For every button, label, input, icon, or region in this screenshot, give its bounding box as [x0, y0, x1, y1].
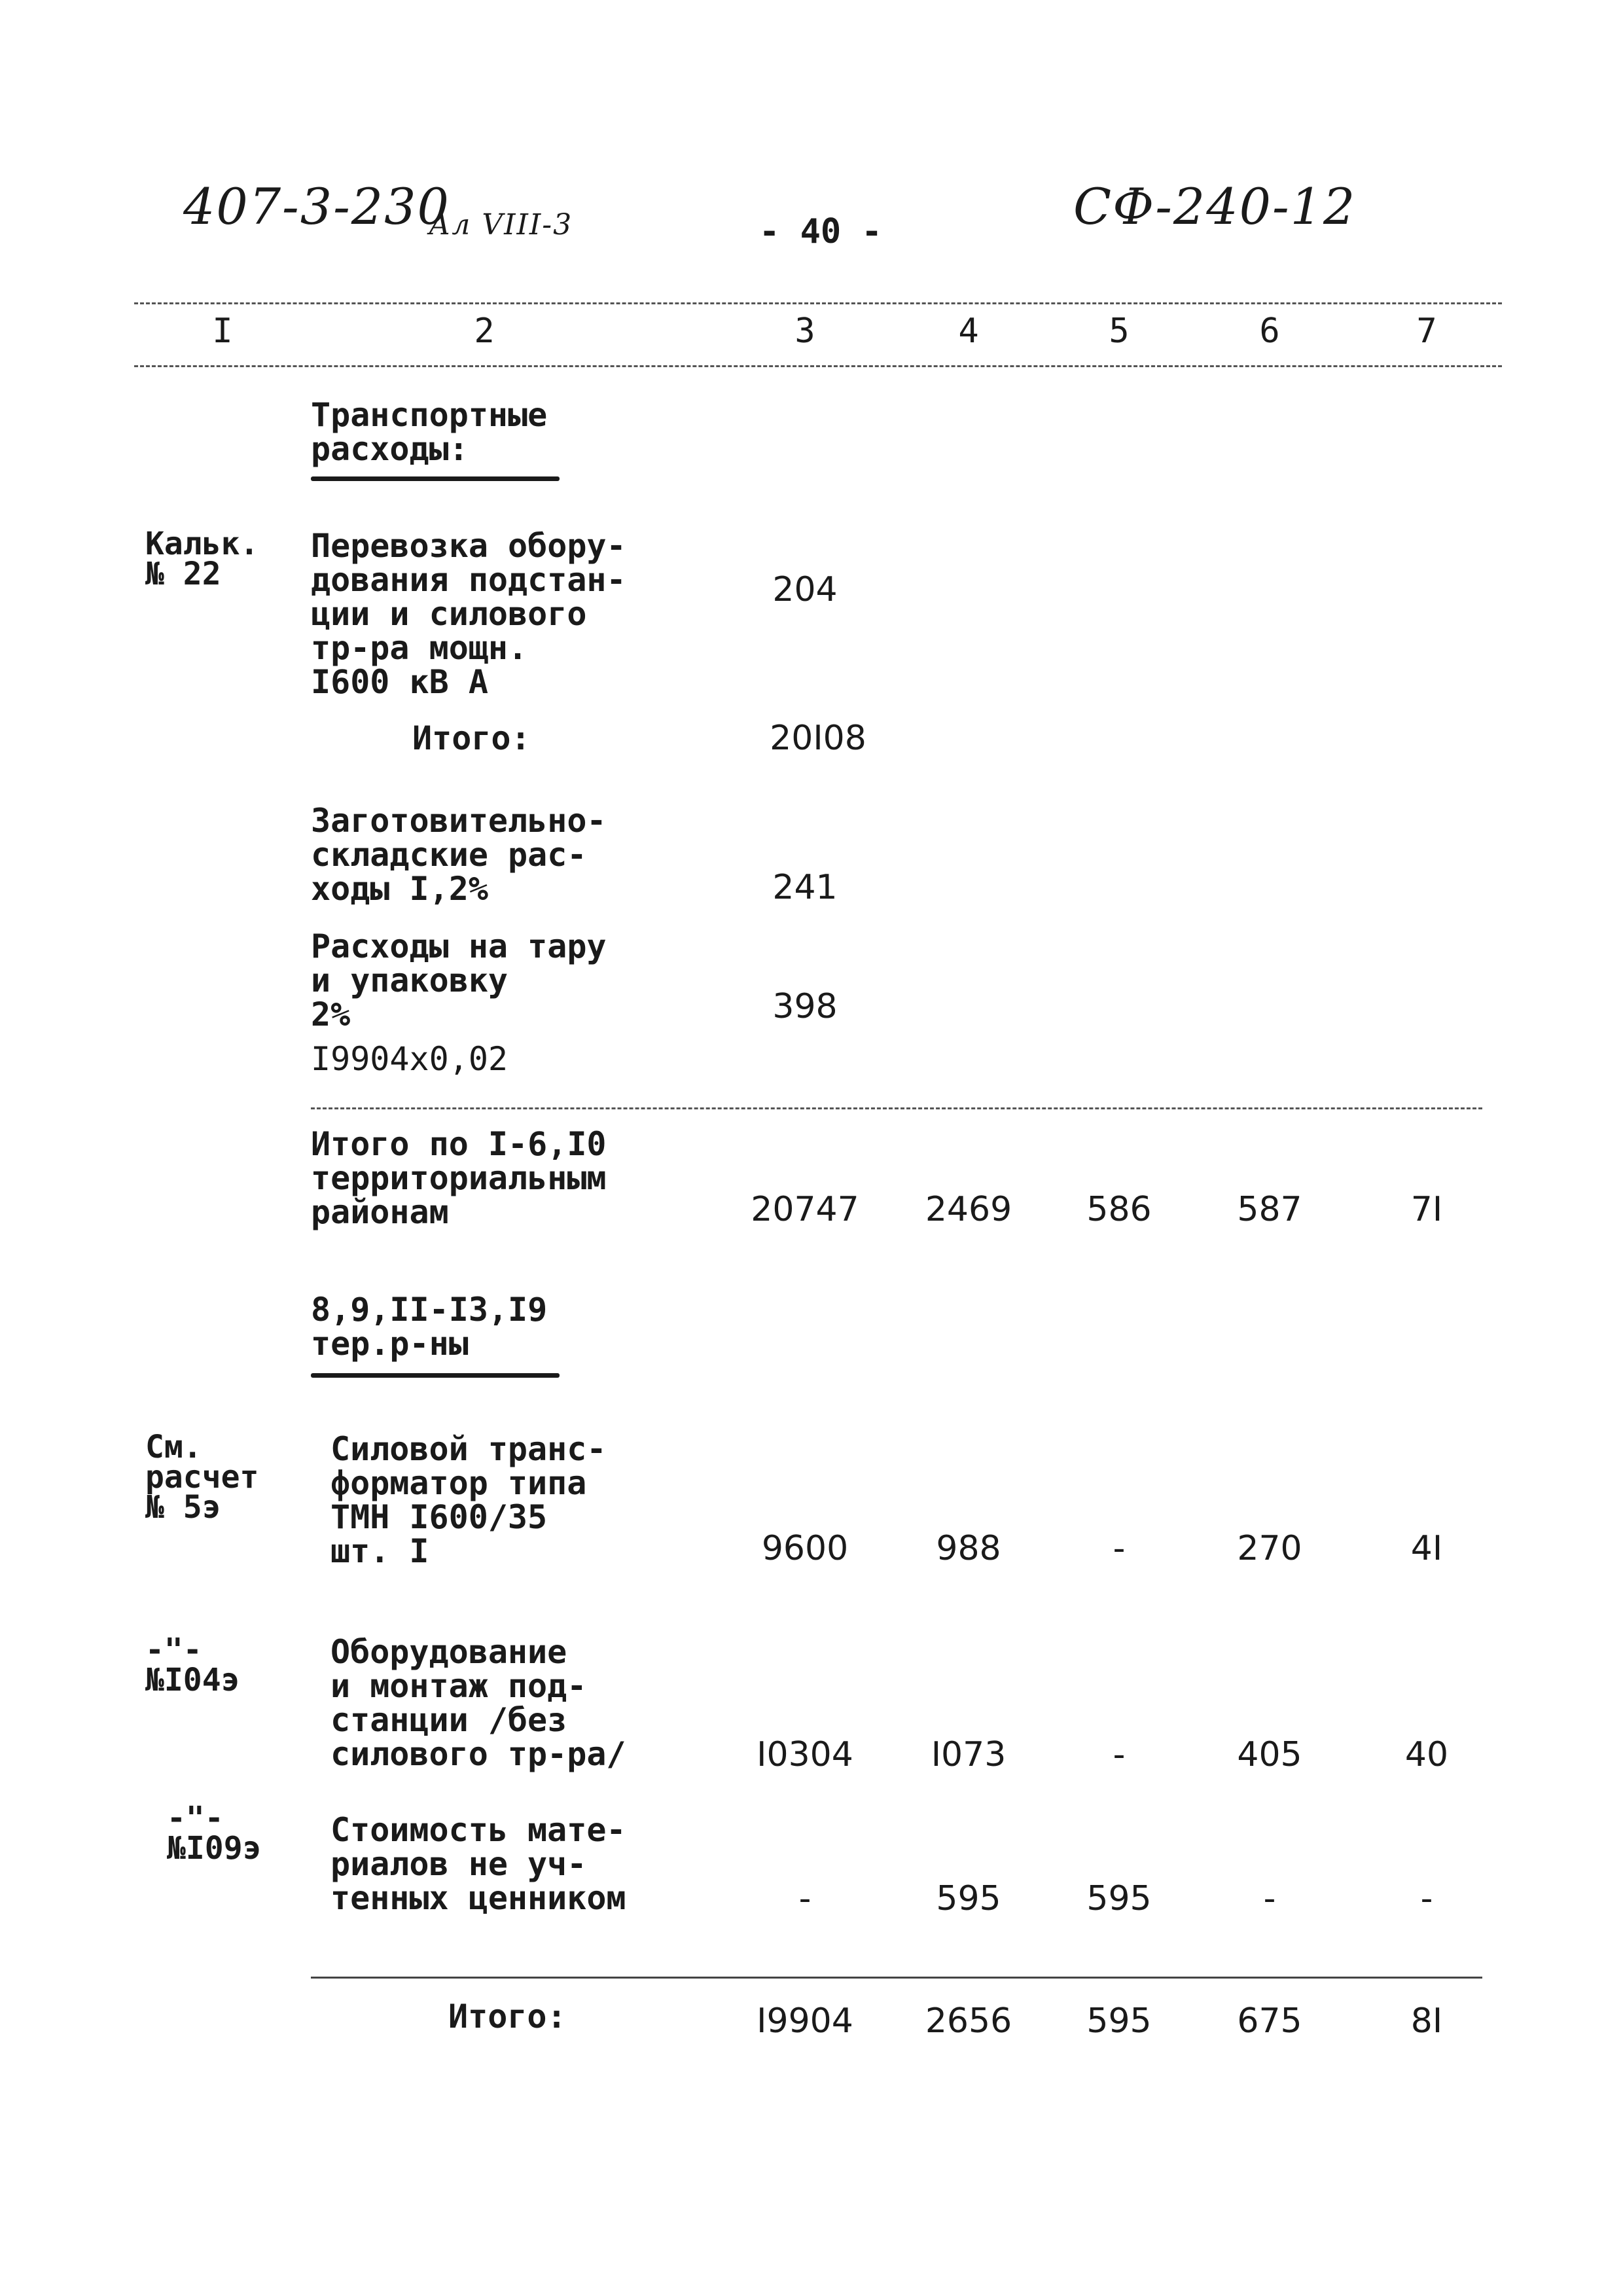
page-number: - 40 -	[759, 212, 882, 251]
row-reference: См. расчет № 5э	[145, 1429, 259, 1526]
column-header-4: 4	[958, 312, 979, 351]
cell-col3: 398	[772, 987, 838, 1026]
row-text: Перевозка обору- дования подстан- ции и силового тр-ра мощн. I600 кВ А	[311, 527, 626, 701]
row-reference: -"- №I09э	[167, 1800, 262, 1867]
column-header-6: 6	[1259, 312, 1280, 351]
document-code: 407-3-230	[183, 177, 450, 236]
cell-col5: -	[1113, 1529, 1126, 1568]
cell-col7: 7I	[1410, 1190, 1443, 1229]
column-header-7: 7	[1416, 312, 1437, 351]
cell-col7: -	[1420, 1879, 1433, 1918]
cell-col5: 586	[1086, 1190, 1152, 1229]
column-header-5: 5	[1109, 312, 1130, 351]
row-text: Стоимость мате- риалов не уч- тенных ценником	[330, 1811, 626, 1917]
cell-col5: 595	[1086, 1879, 1152, 1918]
row-text: Расходы на тару и упаковку 2%	[311, 927, 607, 1033]
header-top-rule	[134, 302, 1502, 304]
section-underline	[311, 476, 560, 481]
column-header-2: 2	[474, 312, 495, 351]
row-text: Оборудование и монтаж под- станции /без силового тр-ра/	[330, 1633, 626, 1773]
cell-col3: 20I08	[770, 719, 866, 758]
cell-col7: 4I	[1410, 1529, 1443, 1568]
cell-col4: 595	[936, 1879, 1001, 1918]
row-text: Силовой транс- форматор типа ТМН I600/35 шт. I	[330, 1430, 607, 1570]
cell-col7: 40	[1404, 1735, 1449, 1774]
column-header-1: I	[212, 312, 233, 351]
cell-col5: -	[1113, 1735, 1126, 1774]
cell-col3: 204	[772, 570, 838, 609]
column-header-3: 3	[794, 312, 815, 351]
cell-col6: 405	[1237, 1735, 1302, 1774]
cell-col6: 587	[1237, 1190, 1302, 1229]
cell-col6: -	[1263, 1879, 1276, 1918]
cell-col4: 988	[936, 1529, 1001, 1568]
row-reference: Кальк. № 22	[145, 526, 259, 592]
cell-col3: 9600	[761, 1529, 849, 1568]
row-text: 8,9,II-I3,I9 тер.р-ны	[311, 1291, 548, 1363]
row-text: Транспортные расходы:	[311, 396, 548, 468]
cell-col3: -	[798, 1879, 812, 1918]
row-text: I9904x0,02	[311, 1040, 508, 1078]
cell-col4: 2656	[925, 2001, 1012, 2041]
header-bottom-rule	[134, 365, 1502, 367]
cell-col3: 241	[772, 868, 838, 907]
table-rule	[311, 1107, 1482, 1109]
cell-col5: 595	[1086, 2001, 1152, 2041]
cell-col3: 20747	[751, 1190, 859, 1229]
cell-col6: 675	[1237, 2001, 1302, 2041]
cell-col3: I9904	[757, 2001, 853, 2041]
cell-col4: 2469	[925, 1190, 1012, 1229]
cell-col7: 8I	[1410, 2001, 1443, 2041]
series-code: СФ-240-12	[1073, 177, 1357, 236]
cell-col3: I0304	[757, 1735, 853, 1774]
section-underline	[311, 1373, 560, 1378]
total-rule	[311, 1977, 1482, 1979]
cell-col6: 270	[1237, 1529, 1302, 1568]
row-text: Заготовительно- складские рас- ходы I,2%	[311, 802, 607, 908]
row-reference: -"- №I04э	[145, 1632, 240, 1698]
row-text: Итого по I-6,I0 территориальным районам	[311, 1125, 607, 1231]
row-text: Итого:	[448, 1998, 567, 2036]
cell-col4: I073	[931, 1735, 1007, 1774]
row-text: Итого:	[412, 719, 531, 757]
album-number: Ал VIII-3	[429, 208, 573, 242]
